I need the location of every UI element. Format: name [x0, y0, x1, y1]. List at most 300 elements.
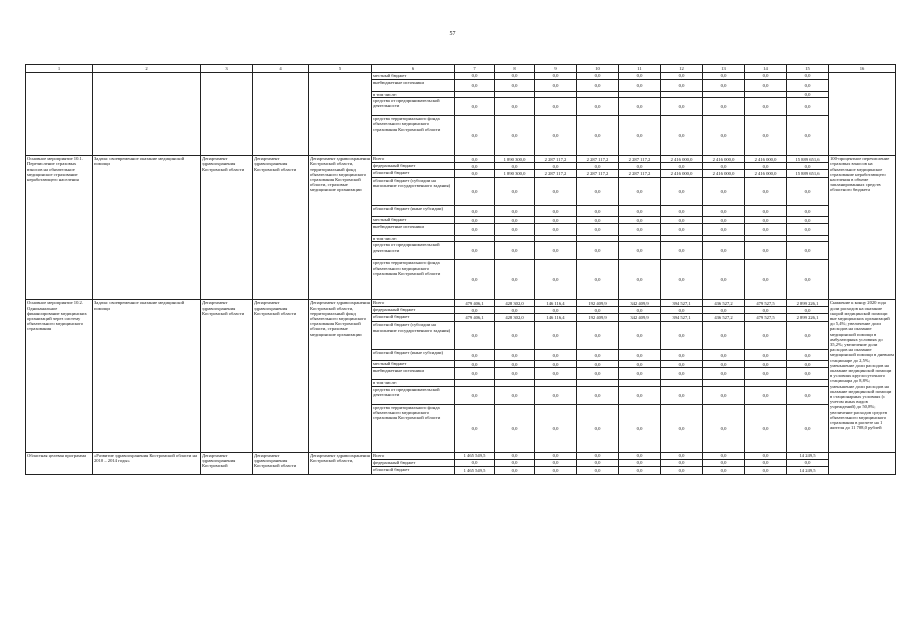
value-cell: 0,0	[661, 98, 703, 116]
value-cell: 2 416 000,0	[661, 156, 703, 163]
value-cell: 0,0	[495, 260, 535, 300]
funding-source: местный бюджет	[372, 361, 455, 368]
value-cell: 394 527,1	[661, 300, 703, 307]
value-cell: 0,0	[619, 217, 661, 224]
value-cell: 0,0	[535, 116, 577, 156]
value-cell: 0,0	[703, 368, 745, 380]
value-cell: 0,0	[455, 98, 495, 116]
value-cell: 0,0	[495, 466, 535, 474]
value-cell: 0,0	[787, 178, 829, 206]
funding-source: внебюджетные источники	[372, 80, 455, 92]
value-cell: 394 527,1	[661, 314, 703, 322]
value-cell: 0,0	[495, 361, 535, 368]
value-cell: 15 889 651,6	[787, 156, 829, 163]
value-cell: 0,0	[619, 73, 661, 80]
value-cell: 0,0	[619, 459, 661, 466]
value-cell: 192 409,9	[577, 300, 619, 307]
value-cell: 428 302,0	[495, 300, 535, 307]
value-cell: 0,0	[787, 224, 829, 236]
value-cell: 0,0	[619, 242, 661, 260]
block-cell: Департамент здравоохранения Костромской области	[253, 300, 309, 452]
value-cell: 0,0	[455, 224, 495, 236]
funding-source: внебюджетные источники	[372, 368, 455, 380]
funding-source: средства территориального фонда обязательного медицинского страхования Костромской области	[372, 404, 455, 452]
funding-source: федеральный бюджет	[372, 459, 455, 466]
block-cell	[309, 73, 372, 156]
value-cell: 0,0	[535, 80, 577, 92]
value-cell: 0,0	[577, 98, 619, 116]
block-cell	[253, 73, 309, 156]
value-cell: 0,0	[495, 368, 535, 380]
funding-source: областной бюджет (субсидии на выполнение государственного задания)	[372, 322, 455, 350]
value-cell: 0,0	[495, 322, 535, 350]
column-header: 4	[253, 65, 309, 73]
value-cell: 0,0	[703, 98, 745, 116]
value-cell: 0,0	[577, 350, 619, 361]
value-cell: 0,0	[535, 361, 577, 368]
value-cell: 0,0	[577, 116, 619, 156]
value-cell: 2 899 226,1	[787, 300, 829, 307]
value-cell: 0,0	[703, 163, 745, 170]
header-row	[26, 65, 896, 73]
value-cell: 479 406,1	[455, 300, 495, 307]
value-cell: 0,0	[661, 260, 703, 300]
value-cell: 0,0	[495, 452, 535, 459]
value-cell: 0,0	[745, 206, 787, 217]
value-cell: 0,0	[619, 98, 661, 116]
block-cell: Департамент здравоохранения Костромской области,	[309, 452, 372, 474]
value-cell: 0,0	[703, 80, 745, 92]
value-cell: 0,0	[703, 386, 745, 404]
value-cell: 0,0	[619, 361, 661, 368]
value-cell: 0,0	[455, 322, 495, 350]
value-cell: 0,0	[661, 368, 703, 380]
block-cell: Задача: своевременное оказание медицинской помощи	[93, 300, 201, 452]
value-cell: 0,0	[577, 459, 619, 466]
value-cell: 0,0	[787, 368, 829, 380]
value-cell: 0,0	[455, 178, 495, 206]
value-cell: 436 527,2	[703, 300, 745, 307]
value-cell: 0,0	[577, 361, 619, 368]
block-cell: «Развитие здравоохранения Костромской области на 2010 – 2014 годы»	[93, 452, 201, 474]
funding-source: в том числе:	[372, 380, 455, 386]
value-cell: 0,0	[661, 459, 703, 466]
value-cell: 0,0	[455, 156, 495, 163]
value-cell: 0,0	[745, 404, 787, 452]
column-header: 10	[577, 65, 619, 73]
value-cell: 0,0	[577, 206, 619, 217]
block-note: Снижение к концу 2020 года доли расходов на оказание скорой медицинской помощи вне медицинских организаций до 5,4%; увеличение доли расходов на оказание медицинской помощи в амбулаторных условиях до 35,2%; увеличение доли расходов на оказание медицинской помощи в дневном стационаре до 2,5%; уменьшение доли расходов на оказание медицинской помощи в условиях круглосуточного стационара до 8,8%; уменьшение доли расходов на оказание медицинской помощи в стационарных условиях (с учетом иных видов учреждений) до 50,8%; увеличение расходов средств обязательного медицинского страхования в расчете на 1 жителя до 11 708,0 рублей	[829, 300, 896, 452]
value-cell: 0,0	[535, 350, 577, 361]
table-row	[26, 300, 896, 307]
funding-source: местный бюджет	[372, 73, 455, 80]
value-cell: 0,0	[535, 466, 577, 474]
column-header: 15	[787, 65, 829, 73]
value-cell: 0,0	[619, 178, 661, 206]
value-cell: 0,0	[745, 163, 787, 170]
value-cell: 0,0	[535, 73, 577, 80]
block-cell	[201, 73, 253, 156]
value-cell: 0,0	[661, 217, 703, 224]
value-cell: 0,0	[661, 206, 703, 217]
block-cell: Департамент здравоохранения Костромской области, территориальный фонд обязательного медицинского страхования Костромской области, страховые медицинские организации	[309, 156, 372, 300]
page-number: 57	[449, 31, 456, 37]
value-cell: 0,0	[745, 217, 787, 224]
value-cell: 0,0	[619, 163, 661, 170]
funding-source: областной бюджет (субсидии на выполнение государственного задания)	[372, 178, 455, 206]
table-row	[26, 452, 896, 459]
column-header: 2	[93, 65, 201, 73]
value-cell: 0,0	[787, 80, 829, 92]
value-cell: 2 416 000,0	[745, 156, 787, 163]
value-cell: 0,0	[535, 260, 577, 300]
block-cell: Департамент здравоохранения Костромской области	[253, 156, 309, 300]
value-cell: 0,0	[619, 404, 661, 452]
value-cell: 0,0	[535, 178, 577, 206]
value-cell: 2 287 117,2	[577, 170, 619, 178]
value-cell: 0,0	[787, 361, 829, 368]
value-cell: 0,0	[577, 386, 619, 404]
value-cell: 0,0	[495, 206, 535, 217]
table-row	[26, 156, 896, 163]
value-cell: 0,0	[787, 260, 829, 300]
value-cell: 0,0	[745, 260, 787, 300]
value-cell: 0,0	[661, 116, 703, 156]
value-cell: 479 527,5	[745, 314, 787, 322]
column-header: 3	[201, 65, 253, 73]
value-cell: 0,0	[577, 163, 619, 170]
value-cell: 0,0	[577, 322, 619, 350]
value-cell: 0,0	[535, 206, 577, 217]
block-note	[829, 73, 896, 156]
value-cell: 0,0	[535, 322, 577, 350]
value-cell: 0,0	[495, 404, 535, 452]
value-cell: 0,0	[745, 350, 787, 361]
value-cell: 0,0	[703, 459, 745, 466]
value-cell: 15 889 651,6	[787, 170, 829, 178]
value-cell: 0,0	[787, 459, 829, 466]
funding-source: средства от предпринимательской деятельности	[372, 242, 455, 260]
value-cell: 0,0	[703, 361, 745, 368]
funding-source: средства от предпринимательской деятельности	[372, 98, 455, 116]
value-cell: 0,0	[455, 217, 495, 224]
value-cell: 2 416 000,0	[745, 170, 787, 178]
value-cell: 0,0	[703, 322, 745, 350]
block-cell: Департамент здравоохранения Костромской области	[201, 156, 253, 300]
value-cell: 0,0	[745, 116, 787, 156]
value-cell: 0,0	[535, 307, 577, 314]
funding-source: внебюджетные источники	[372, 224, 455, 236]
column-header: 1	[26, 65, 93, 73]
funding-source: средства территориального фонда обязательного медицинского страхования Костромской области	[372, 116, 455, 156]
block-cell: Департамент здравоохранения Костромской	[201, 452, 253, 474]
value-cell: 0,0	[577, 73, 619, 80]
value-cell: 0,0	[787, 307, 829, 314]
value-cell: 0,0	[495, 224, 535, 236]
value-cell: 0,0	[577, 466, 619, 474]
value-cell: 0,0	[703, 178, 745, 206]
value-cell: 0,0	[495, 80, 535, 92]
value-cell: 0,0	[577, 404, 619, 452]
block-note	[829, 452, 896, 474]
value-cell: 0,0	[495, 459, 535, 466]
value-cell: 0,0	[619, 307, 661, 314]
value-cell: 0,0	[661, 361, 703, 368]
block-cell	[93, 73, 201, 156]
value-cell: 0,0	[703, 307, 745, 314]
value-cell: 0,0	[787, 350, 829, 361]
value-cell: 0,0	[495, 386, 535, 404]
block-cell: Департамент здравоохранения Костромской области	[201, 300, 253, 452]
value-cell: 342 409,9	[619, 300, 661, 307]
value-cell: 0,0	[787, 206, 829, 217]
value-cell: 0,0	[577, 80, 619, 92]
value-cell: 0,0	[787, 242, 829, 260]
value-cell: 0,0	[703, 350, 745, 361]
funding-source: областной бюджет	[372, 466, 455, 474]
value-cell: 0,0	[703, 260, 745, 300]
value-cell: 0,0	[619, 80, 661, 92]
value-cell: 0,0	[745, 368, 787, 380]
value-cell: 0,0	[577, 260, 619, 300]
value-cell: 0,0	[745, 322, 787, 350]
funding-source: Всего	[372, 452, 455, 459]
funding-source: средства территориального фонда обязательного медицинского страхования Костромской области	[372, 260, 455, 300]
column-header: 14	[745, 65, 787, 73]
value-cell: 2 287 117,2	[535, 170, 577, 178]
value-cell: 0,0	[661, 80, 703, 92]
value-cell: 146 116,4	[535, 300, 577, 307]
block-cell: Основное мероприятие 10.2. Одноканальное финансирование медицинских организаций через систему обязательного медицинского страхования	[26, 300, 93, 452]
value-cell: 1 890 300,0	[495, 156, 535, 163]
value-cell: 0,0	[661, 404, 703, 452]
value-cell: 0,0	[661, 386, 703, 404]
value-cell: 0,0	[745, 386, 787, 404]
value-cell: 479 527,5	[745, 300, 787, 307]
value-cell: 0,0	[745, 80, 787, 92]
value-cell: 0,0	[787, 116, 829, 156]
block-note: 100-процентное перечисление страховых взносов на обязательное медицинское страхование неработающего населения в объеме запланированных средств областного бюджета	[829, 156, 896, 300]
value-cell: 0,0	[535, 459, 577, 466]
value-cell: 0,0	[745, 452, 787, 459]
value-cell: 0,0	[745, 73, 787, 80]
value-cell: 2 899 226,1	[787, 314, 829, 322]
value-cell: 0,0	[535, 224, 577, 236]
table-row	[26, 73, 896, 80]
value-cell: 436 527,2	[703, 314, 745, 322]
value-cell: 0,0	[619, 452, 661, 459]
value-cell: 0,0	[787, 217, 829, 224]
value-cell: 0,0	[619, 116, 661, 156]
column-header: 13	[703, 65, 745, 73]
value-cell: 146 116,4	[535, 314, 577, 322]
funding-source: федеральный бюджет	[372, 307, 455, 314]
value-cell: 0,0	[745, 459, 787, 466]
funding-source: областной бюджет	[372, 170, 455, 178]
value-cell: 0,0	[455, 404, 495, 452]
value-cell: 0,0	[577, 307, 619, 314]
block-cell: Областная целевая программа	[26, 452, 93, 474]
value-cell: 0,0	[619, 368, 661, 380]
value-cell: 0,0	[619, 206, 661, 217]
value-cell: 0,0	[495, 242, 535, 260]
value-cell: 0,0	[495, 307, 535, 314]
value-cell: 0,0	[661, 466, 703, 474]
value-cell: 0,0	[787, 73, 829, 80]
value-cell: 0,0	[745, 224, 787, 236]
value-cell: 0,0	[661, 178, 703, 206]
block-cell: Задача: своевременное оказание медицинской помощи	[93, 156, 201, 300]
budget-table	[25, 64, 896, 475]
value-cell: 0,0	[495, 178, 535, 206]
value-cell: 2 287 117,2	[577, 156, 619, 163]
value-cell: 0,0	[535, 163, 577, 170]
value-cell: 0,0	[577, 217, 619, 224]
value-cell: 0,0	[787, 404, 829, 452]
value-cell: 0,0	[703, 73, 745, 80]
value-cell: 0,0	[495, 350, 535, 361]
value-cell: 0,0	[703, 116, 745, 156]
funding-source: в том числе:	[372, 92, 455, 98]
value-cell: 0,0	[703, 206, 745, 217]
value-cell: 0,0	[661, 224, 703, 236]
block-cell: Департамент здравоохранения Костромской области, территориальный фонд обязательного медицинского страхования Костромской области, страховые медицинские организации	[309, 300, 372, 452]
value-cell: 0,0	[661, 307, 703, 314]
value-cell: 0,0	[787, 98, 829, 116]
value-cell: 428 302,0	[495, 314, 535, 322]
value-cell: 0,0	[745, 242, 787, 260]
value-cell: 0,0	[787, 92, 829, 98]
value-cell: 0,0	[535, 368, 577, 380]
value-cell: 0,0	[455, 307, 495, 314]
value-cell: 0,0	[619, 466, 661, 474]
value-cell: 0,0	[495, 163, 535, 170]
value-cell: 0,0	[577, 452, 619, 459]
value-cell: 0,0	[535, 452, 577, 459]
column-header: 5	[309, 65, 372, 73]
value-cell: 0,0	[787, 163, 829, 170]
value-cell: 2 287 117,2	[619, 170, 661, 178]
value-cell: 1 465 549,5	[455, 452, 495, 459]
value-cell: 0,0	[535, 98, 577, 116]
value-cell: 0,0	[619, 386, 661, 404]
funding-source: в том числе:	[372, 236, 455, 242]
value-cell: 0,0	[703, 404, 745, 452]
value-cell: 0,0	[455, 163, 495, 170]
value-cell: 0,0	[745, 178, 787, 206]
column-header: 7	[455, 65, 495, 73]
value-cell: 0,0	[455, 116, 495, 156]
value-cell: 0,0	[787, 386, 829, 404]
value-cell: 0,0	[703, 452, 745, 459]
value-cell: 0,0	[703, 466, 745, 474]
value-cell: 0,0	[745, 307, 787, 314]
value-cell: 0,0	[703, 224, 745, 236]
value-cell: 0,0	[661, 242, 703, 260]
value-cell: 0,0	[619, 224, 661, 236]
value-cell: 0,0	[495, 116, 535, 156]
value-cell: 0,0	[745, 361, 787, 368]
value-cell: 1 465 549,5	[455, 466, 495, 474]
value-cell: 14 249,5	[787, 466, 829, 474]
value-cell: 2 416 000,0	[703, 170, 745, 178]
block-cell	[26, 73, 93, 156]
value-cell: 0,0	[535, 217, 577, 224]
value-cell: 0,0	[661, 322, 703, 350]
value-cell: 0,0	[661, 452, 703, 459]
value-cell: 0,0	[661, 163, 703, 170]
value-cell: 0,0	[745, 98, 787, 116]
value-cell: 479 406,1	[455, 314, 495, 322]
value-cell: 0,0	[455, 361, 495, 368]
value-cell: 2 416 000,0	[661, 170, 703, 178]
column-header: 8	[495, 65, 535, 73]
value-cell: 0,0	[535, 242, 577, 260]
value-cell: 342 409,9	[619, 314, 661, 322]
value-cell: 0,0	[455, 73, 495, 80]
column-header: 12	[661, 65, 703, 73]
funding-source: областной бюджет	[372, 314, 455, 322]
value-cell: 0,0	[455, 206, 495, 217]
column-header: 11	[619, 65, 661, 73]
column-header: 6	[372, 65, 455, 73]
value-cell: 2 287 117,2	[619, 156, 661, 163]
funding-source: Всего	[372, 156, 455, 163]
funding-source: местный бюджет	[372, 217, 455, 224]
value-cell: 0,0	[577, 368, 619, 380]
column-header: 16	[829, 65, 896, 73]
value-cell: 0,0	[455, 368, 495, 380]
value-cell: 0,0	[745, 466, 787, 474]
value-cell: 0,0	[455, 242, 495, 260]
value-cell: 192 409,9	[577, 314, 619, 322]
funding-source: Всего	[372, 300, 455, 307]
value-cell: 0,0	[661, 73, 703, 80]
funding-source: областной бюджет (иные субсидии)	[372, 350, 455, 361]
value-cell: 0,0	[495, 73, 535, 80]
value-cell: 2 416 000,0	[703, 156, 745, 163]
column-header: 9	[535, 65, 577, 73]
value-cell: 1 890 300,0	[495, 170, 535, 178]
value-cell: 0,0	[577, 178, 619, 206]
block-cell: Департамент здравоохранения Костромской области	[253, 452, 309, 474]
value-cell: 0,0	[577, 224, 619, 236]
value-cell: 0,0	[703, 242, 745, 260]
value-cell: 0,0	[495, 217, 535, 224]
value-cell: 0,0	[535, 386, 577, 404]
value-cell: 0,0	[535, 404, 577, 452]
value-cell: 0,0	[495, 98, 535, 116]
value-cell: 0,0	[619, 260, 661, 300]
funding-source: средства от предпринимательской деятельности	[372, 386, 455, 404]
value-cell: 0,0	[455, 386, 495, 404]
value-cell: 0,0	[455, 350, 495, 361]
value-cell: 2 287 117,2	[535, 156, 577, 163]
value-cell: 0,0	[455, 459, 495, 466]
value-cell: 0,0	[619, 322, 661, 350]
value-cell: 0,0	[455, 80, 495, 92]
value-cell: 14 249,5	[787, 452, 829, 459]
value-cell: 0,0	[661, 350, 703, 361]
value-cell: 0,0	[619, 350, 661, 361]
funding-source: областной бюджет (иные субсидии)	[372, 206, 455, 217]
funding-source: федеральный бюджет	[372, 163, 455, 170]
value-cell: 0,0	[703, 217, 745, 224]
value-cell: 0,0	[455, 170, 495, 178]
value-cell: 0,0	[787, 322, 829, 350]
value-cell: 0,0	[455, 260, 495, 300]
value-cell: 0,0	[577, 242, 619, 260]
